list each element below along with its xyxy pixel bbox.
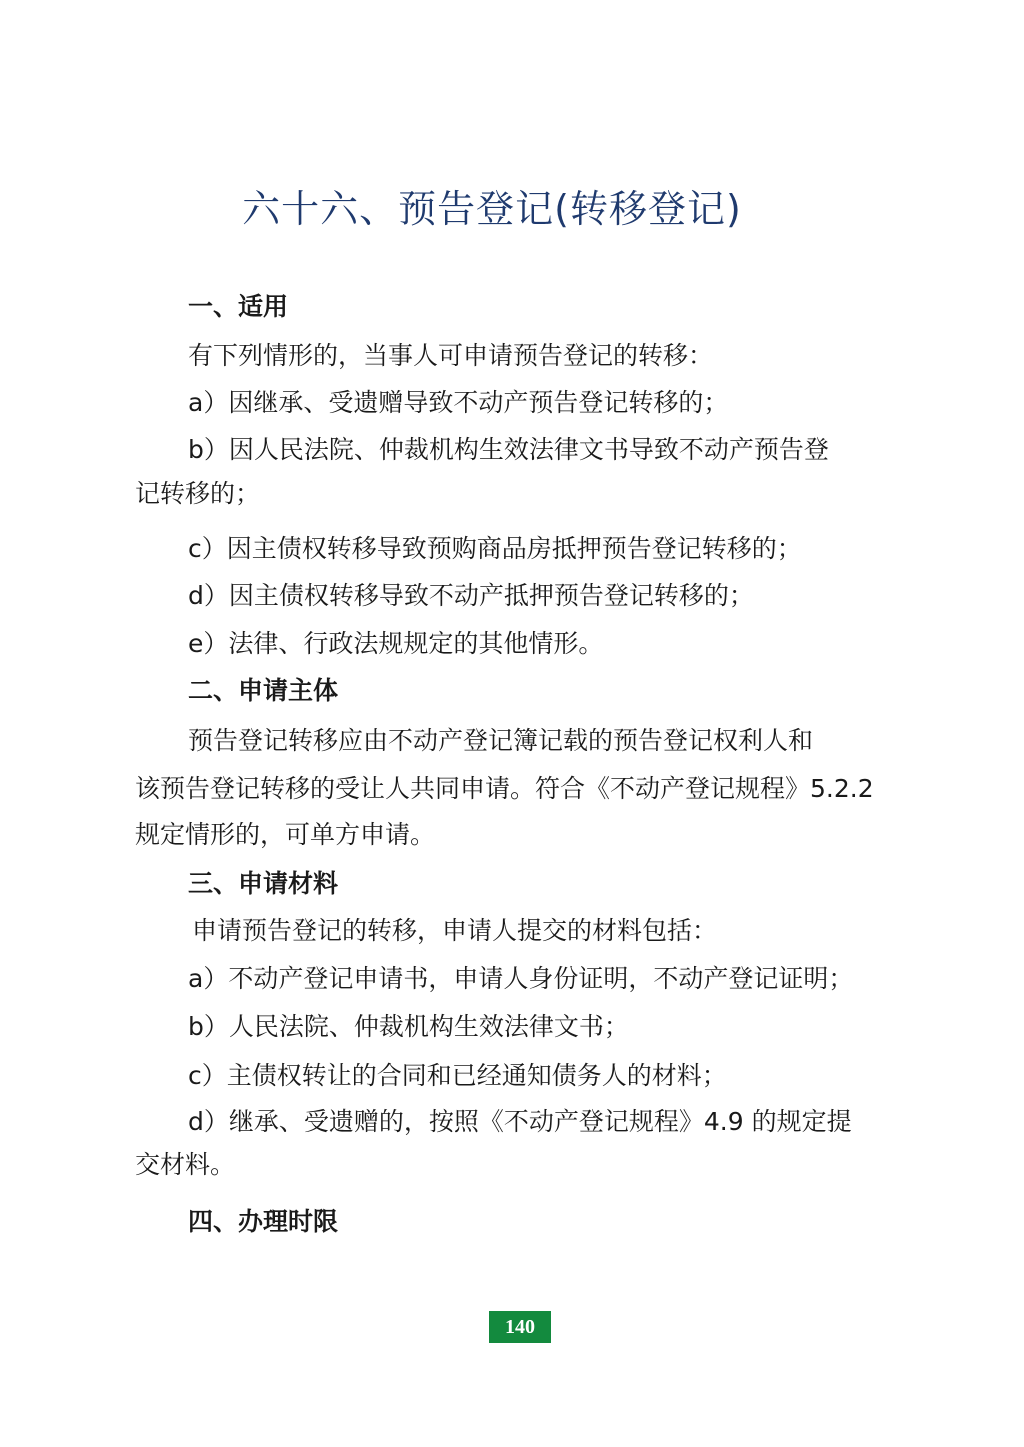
page-title: 六十六、预告登记(转移登记)	[242, 187, 742, 231]
list-item: c）主债权转让的合同和已经通知债务人的材料；	[188, 1061, 727, 1090]
list-item-continuation: 记转移的；	[135, 479, 261, 508]
list-item: b）人民法院、仲裁机构生效法律文书；	[188, 1012, 629, 1041]
paragraph: 规定情形的，可单方申请。	[135, 820, 436, 849]
list-item: c）因主债权转移导致预购商品房抵押预告登记转移的；	[188, 534, 802, 563]
list-item: e）法律、行政法规规定的其他情形。	[188, 629, 604, 658]
paragraph: 预告登记转移应由不动产登记簿记载的预告登记权利人和	[188, 726, 814, 755]
section-heading-applicability: 一、适用	[188, 292, 289, 321]
list-item: b）因人民法院、仲裁机构生效法律文书导致不动产预告登	[188, 435, 829, 464]
list-item: d）因主债权转移导致不动产抵押预告登记转移的；	[188, 581, 754, 610]
section-heading-applicant: 二、申请主体	[188, 676, 339, 705]
paragraph: 申请预告登记的转移，申请人提交的材料包括：	[192, 916, 718, 945]
list-item-continuation: 交材料。	[135, 1150, 236, 1179]
paragraph: 该预告登记转移的受让人共同申请。符合《不动产登记规程》5.2.2	[135, 774, 874, 803]
paragraph: 有下列情形的，当事人可申请预告登记的转移：	[188, 341, 714, 370]
section-heading-time-limit: 四、办理时限	[188, 1207, 339, 1236]
list-item: d）继承、受遗赠的，按照《不动产登记规程》4.9 的规定提	[188, 1107, 852, 1136]
section-heading-materials: 三、申请材料	[188, 869, 339, 898]
page-number: 140	[489, 1311, 551, 1343]
list-item: a）不动产登记申请书，申请人身份证明，不动产登记证明；	[188, 964, 854, 993]
list-item: a）因继承、受遗赠导致不动产预告登记转移的；	[188, 388, 729, 417]
